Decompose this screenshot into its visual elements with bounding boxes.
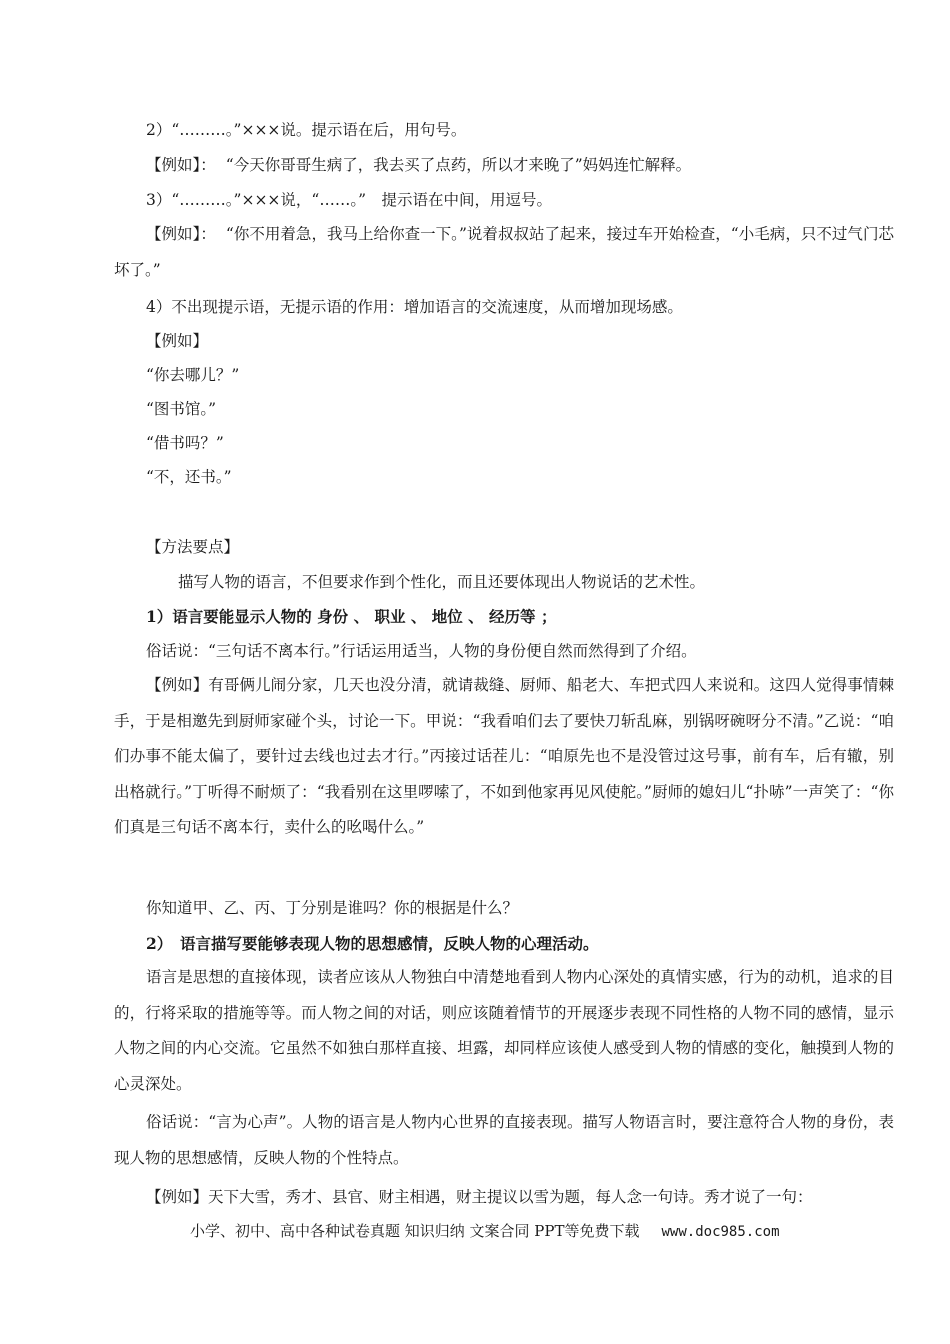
example-tag: 【例如】: [146, 1188, 209, 1206]
method-intro: 描写人物的语言，不但要求作到个性化，而且还要体现出人物说话的艺术性。: [178, 573, 706, 591]
example-tag: 【例如】：: [146, 225, 216, 243]
example-tag: 【例如】：: [146, 156, 216, 174]
method-heading: 【方法要点】: [146, 538, 240, 556]
example-5: [146, 1187, 813, 1207]
proverb-2: 俗话说：“言为心声”。人物的语言是人物内心世界的直接表现。描写人物语言时，要注意符合人物的身份，表现人物的思想感情，反映人物的个性特点。: [114, 1113, 894, 1167]
question: 你知道甲、乙、丙、丁分别是谁吗？你的根据是什么？: [146, 899, 519, 917]
example-text: “今天你哥哥生病了，我去买了点药，所以才来晚了”妈妈连忙解释。: [225, 156, 692, 174]
example-text: 有哥俩儿闹分家，几天也没分清，就请裁缝、厨师、船老大、车把式四人来说和。这四人觉得事情棘手，于是相邀先到厨师家碰个头，讨论一下。甲说：“我看咱们去了要快刀斩乱麻，别锅呀碗呀分不清。”乙说：“咱们办事不能太偏了，要针过去线也过去才行。”丙接过话茬儿：“咱原先也不是没管过这号事，前有车，后有辙，别出格就行。”丁听得不耐烦了：“我看别在这里啰嗦了，不如到他家再见风使舵。”厨师的媳妇儿“扑哧”一声笑了：“你们真是三句话不离本行，卖什么的吆喝什么。”: [114, 676, 894, 836]
example-4: [114, 668, 894, 846]
dialogue-line: “借书吗？”: [146, 434, 224, 452]
footer: [190, 1221, 780, 1242]
example-text: “你不用着急，我马上给你查一下。”说着叔叔站了起来，接过车开始检查，“小毛病，只不过气门芯坏了。”: [114, 225, 894, 279]
dialogue-line: “你去哪儿？”: [146, 366, 240, 384]
point-1: 1）语言要能显示人物的 身份 、 职业 、 地位 、 经历等 ；: [146, 607, 557, 626]
example-1: [146, 155, 691, 175]
example-3-tag: 【例如】: [146, 332, 209, 350]
example-text: 天下大雪，秀才、县官、财主相遇，财主提议以雪为题，每人念一句诗。秀才说了一句：: [208, 1188, 813, 1206]
point-2: 2） 语言描写要能够表现人物的思想感情，反映人物的心理活动。: [146, 934, 599, 953]
paragraph-2: 语言是思想的直接体现，读者应该从人物独白中清楚地看到人物内心深处的真情实感，行为的动机，追求的目的，行将采取的措施等等。而人物之间的对话，则应该随着情节的开展逐步表现不同性格的人物不同的感情，显示人物之间的内心交流。它虽然不如独白那样直接、坦露，却同样应该使人感受到人物的情感的变化，触摸到人物的心灵深处。: [114, 968, 894, 1093]
footer-text: 小学、初中、高中各种试卷真题 知识归纳 文案合同 PPT等免费下载: [190, 1222, 640, 1240]
dialogue-line: “不，还书。”: [146, 468, 232, 486]
format-rule-2: 2）“………。”×××说。提示语在后，用句号。: [146, 121, 467, 139]
dialogue-line: “图书馆。”: [146, 400, 217, 418]
format-rule-3: 3）“………。”×××说，“……。” 提示语在中间，用逗号。: [146, 191, 553, 209]
example-tag: 【例如】: [146, 676, 209, 694]
example-2: [114, 217, 894, 288]
proverb-1: 俗话说：“三句话不离本行。”行话运用适当，人物的身份便自然而然得到了介绍。: [146, 642, 697, 660]
footer-url[interactable]: www.doc985.com: [661, 1224, 780, 1240]
format-rule-4: 4）不出现提示语，无提示语的作用：增加语言的交流速度，从而增加现场感。: [146, 298, 683, 316]
